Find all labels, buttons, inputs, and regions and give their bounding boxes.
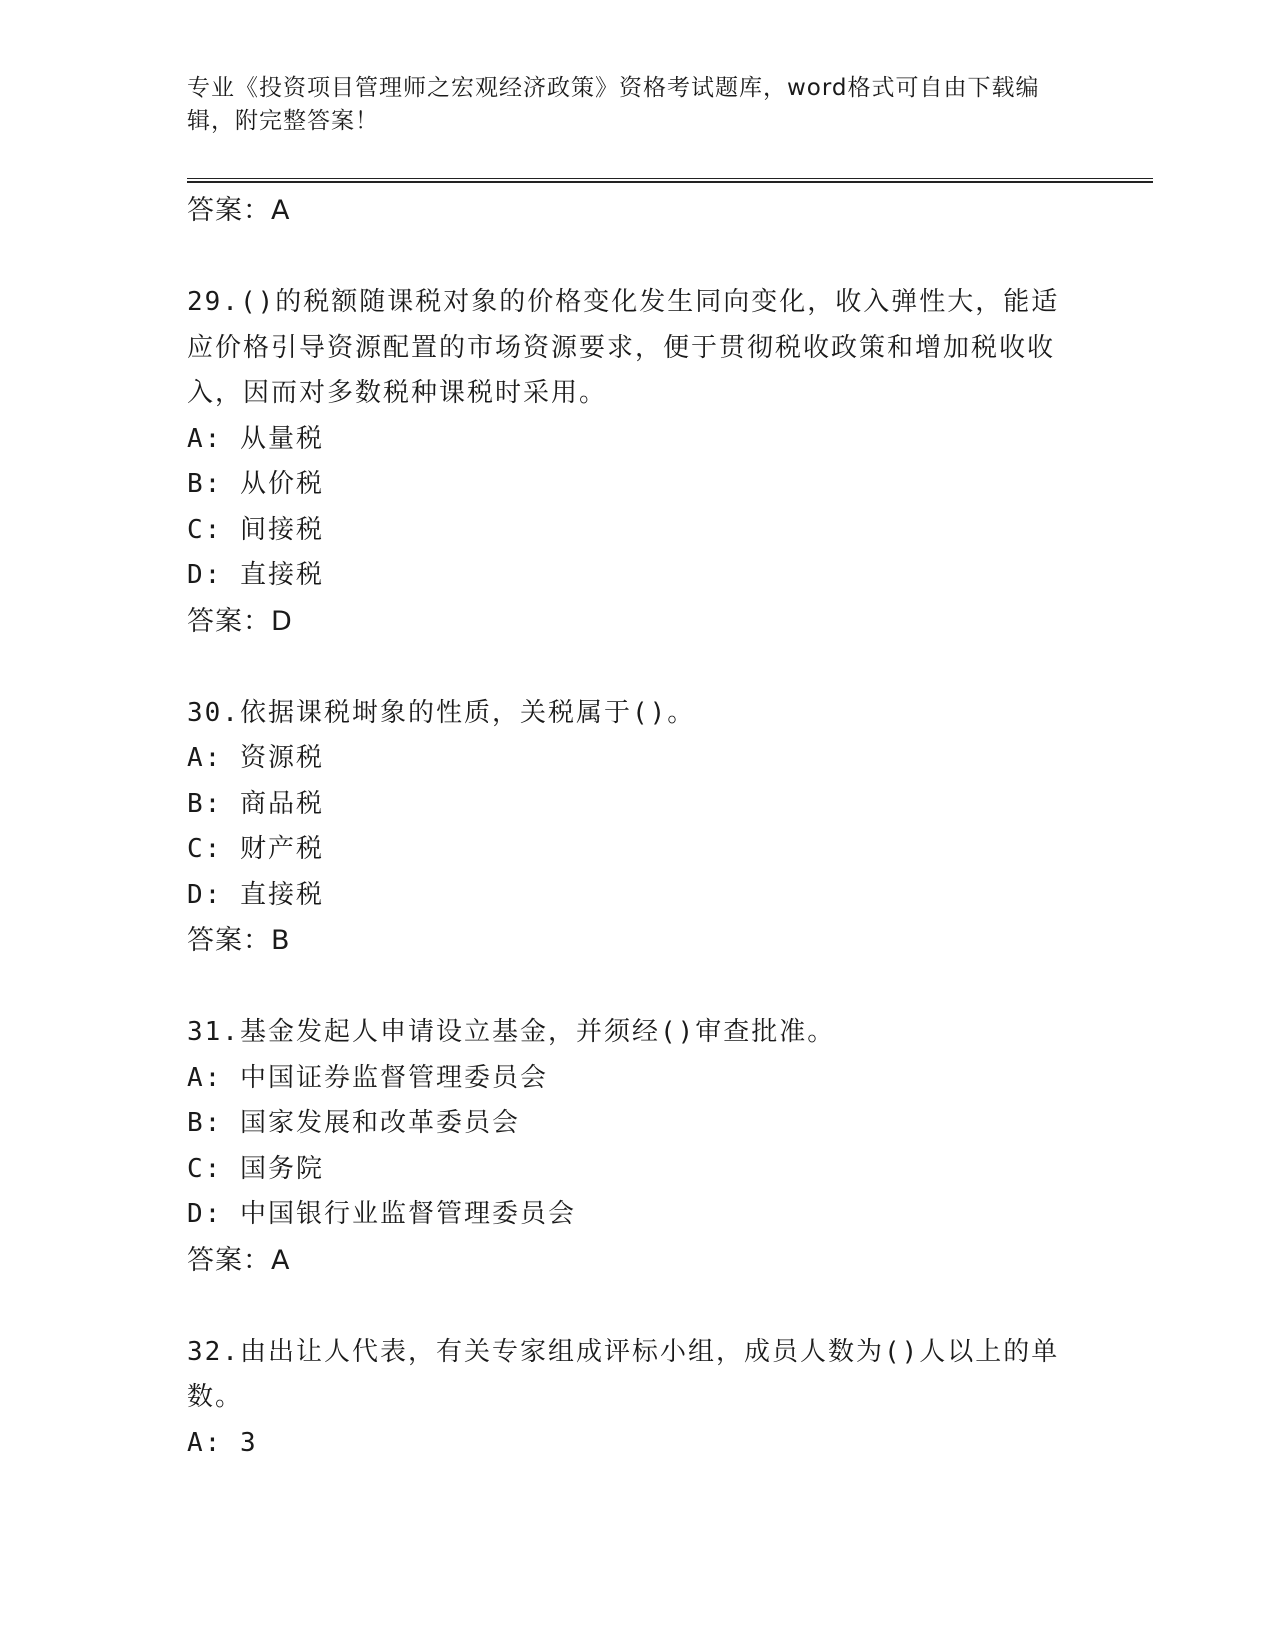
answer-line: 答案：B [187, 925, 291, 956]
option-c: C: 财产税 [187, 834, 324, 864]
question-block [187, 691, 1087, 1011]
spacer [187, 645, 1087, 691]
option-d: D: 直接税 [187, 879, 324, 910]
option-b: B: 商品税 [187, 788, 324, 819]
question-stem: 30.依据课税埘象的性质，关税属于()。 [187, 697, 696, 728]
spacer [187, 964, 1087, 1010]
question-list [187, 188, 1087, 1466]
question-stem: 29.()的税额随课税对象的价格变化发生同向变化，收入弹性大，能适应价格引导资源配置的市场资源要求，便于贯彻税收政策和增加税收收入，因而对多数税种课税时采用。 [187, 287, 1060, 408]
option-a: A: 中国证券监督管理委员会 [187, 1062, 548, 1093]
spacer [187, 1284, 1087, 1330]
option-d: D: 中国银行业监督管理委员会 [187, 1199, 576, 1229]
option-c: C: 间接税 [187, 514, 324, 545]
question-stem: 32.由出让人代表，有关专家组成评标小组，成员人数为()人以上的单数。 [187, 1336, 1060, 1412]
option-a: A: 3 [187, 1427, 258, 1458]
option-a: A: 从量税 [187, 423, 324, 454]
question-block [187, 1330, 1087, 1467]
option-c: C: 国务院 [187, 1153, 324, 1184]
option-b: B: 从价税 [187, 469, 324, 499]
header-divider [187, 178, 1153, 183]
option-b: B: 国家发展和改革委员会 [187, 1108, 520, 1138]
answer-line: 答案：A [187, 1244, 291, 1276]
answer-line: 答案：A [187, 195, 291, 226]
option-a: A: 资源税 [187, 743, 324, 773]
question-block [187, 1010, 1087, 1330]
answer-line: 答案：D [187, 605, 293, 637]
page-header-text: 专业《投资项目管理师之宏观经济政策》资格考试题库，word格式可自由下载编辑，附完整答案！ [187, 75, 1040, 134]
question-stem: 31.基金发起人申请设立基金，并须经()审查批准。 [187, 1017, 836, 1047]
question-block [187, 280, 1087, 691]
option-d: D: 直接税 [187, 560, 324, 590]
